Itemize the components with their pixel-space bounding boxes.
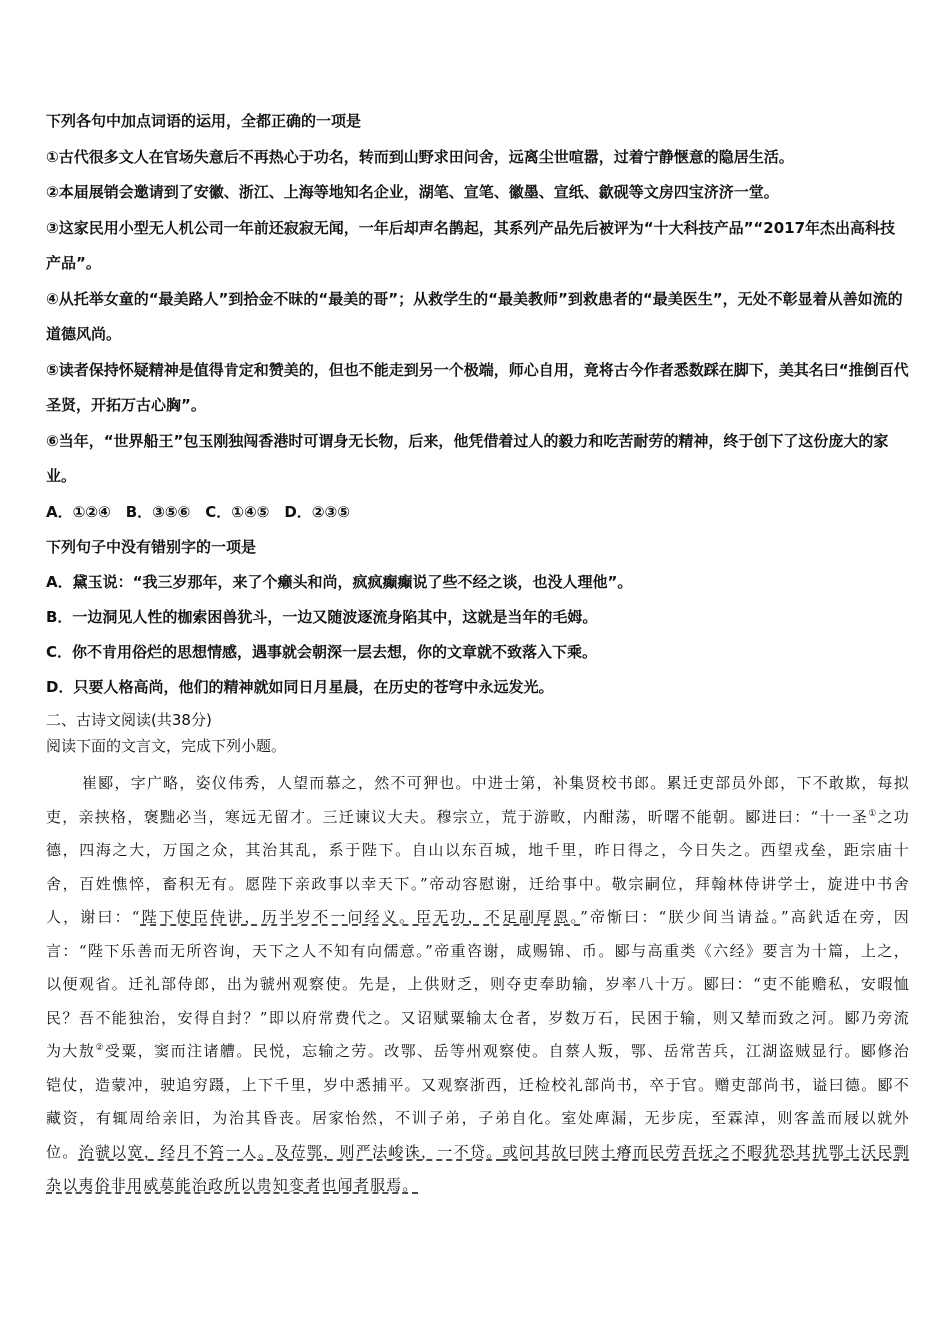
question-2-option-c: C．你不肯用俗烂的思想情感，遇事就会朝深一层去想，你的文章就不致落入下乘。 bbox=[46, 643, 598, 661]
section-title: 二、古诗文阅读(共38分) bbox=[46, 711, 212, 729]
question-2-option-a: A．黛玉说：“我三岁那年，来了个癞头和尚，疯疯癫癫说了些不经之谈，也没人理他”。 bbox=[46, 573, 633, 591]
question-1-prompt: 下列各句中加点词语的运用，全都正确的一项是 bbox=[46, 112, 362, 130]
question-1-options: A．①②④ B．③⑤⑥ C．①④⑤ D．②③⑤ bbox=[46, 502, 350, 521]
question-1-item: ④从托举女童的“最美路人”到拾金不昧的“最美的哥”；从救学生的“最美教师”到救患者的“最美医生”，无处不彰显着从善如流的道德风尚。 bbox=[46, 289, 903, 343]
passage-text: 之功德，四海之大，万国之众，其治其乱，系于陛下。自山以东百城，地千里，昨日得之，今日失之。西望戎垒，距宗庙十舍，百姓憔悴，畜积无有。愿陛下亲政事以幸天下。”帝动容慰谢，迁给事中。敬宗嗣位，拜翰林侍讲学士，旋进中书舍人，谢曰：“ bbox=[46, 807, 910, 926]
section-instruction: 阅读下面的文言文，完成下列小题。 bbox=[46, 737, 287, 755]
footnote-marker-2: ② bbox=[95, 1043, 105, 1053]
passage-text: 崔郾，字广略，姿仪伟秀，人望而慕之，然不可狎也。中进士第，补集贤校书郎。累迁吏部员外郎，下不敢欺，每拟吏，亲挟格，褒黜必当，寒远无留才。三迁谏议大夫。穆宗立，荒于游畋，内酣荡，昕曙不能朝。郾进曰：“十一圣 bbox=[46, 774, 910, 826]
underlined-sentence-3: 或问其故曰陕土瘠而民劳吾抚之不暇犹恐其扰鄂土沃民剽杂以夷俗非用威莫能治政所以贵知变者也闻者服焉。 bbox=[46, 1142, 910, 1194]
underlined-sentence-1: 陛下使臣侍讲，历半岁不一问经义。臣无功，不足副厚恩。 bbox=[140, 908, 581, 926]
question-1 bbox=[46, 104, 910, 530]
question-1-item: ⑤读者保持怀疑精神是值得肯定和赞美的，但也不能走到另一个极端，师心自用，竟将古今作者悉数踩在脚下，美其名曰“推倒百代圣贤，开拓万古心胸”。 bbox=[46, 360, 909, 414]
question-1-item: ①古代很多文人在官场失意后不再热心于功名，转而到山野求田问舍，远离尘世喧嚣，过着宁静惬意的隐居生活。 bbox=[46, 147, 794, 166]
question-1-item: ⑥当年，“世界船王”包玉刚独闯香港时可谓身无长物，后来，他凭借着过人的毅力和吃苦耐劳的精神，终于创下了这份庞大的家业。 bbox=[46, 431, 889, 485]
question-2-prompt: 下列句子中没有错别字的一项是 bbox=[46, 538, 257, 556]
passage-text: ”帝惭曰：“朕少间当请益。”高釴适在旁，因言：“陛下乐善而无所咨询，天下之人不知有向儒意。”帝重咨谢，咸赐锦、币。郾与高重类《六经》要言为十篇，上之，以便观省。迁礼部侍郎，出为虢州观察使。先是，上供财乏，则夺吏奉助输，岁率八十万。郾曰：“吏不能赡私，安暇恤民？吾不能独治，安得自封？”即以府常费代之。又诏赋粟输太仓者，岁数万石，民困于输，则又辇而致之河。郾乃旁流为大敖 bbox=[46, 908, 910, 1060]
classical-chinese-passage bbox=[46, 767, 910, 1203]
question-1-item: ②本届展销会邀请到了安徽、浙江、上海等地知名企业，湖笔、宣笔、徽墨、宣纸、歙砚等文房四宝济济一堂。 bbox=[46, 183, 779, 201]
footnote-marker-1: ① bbox=[868, 808, 878, 819]
passage-text: 受粟，窦而注诸艚。民悦，忘输之劳。改鄂、岳等州观察使。自蔡人叛，鄂、岳常苦兵，江湖盗贼显行。郾修治铠仗，造蒙冲，驶追穷蹑，上下千里，岁中悉捕平。又观察浙西，迁检校礼部尚书，卒于官。赠吏部尚书，谥曰德。郾不藏资，有辄周给亲旧，为治其昏丧。居家怡然，不训子弟，子弟自化。室处庳漏，无步庑，至霖淖，则客盖而屐以就外位。 bbox=[46, 1042, 910, 1161]
underlined-sentence-2: 治虢以宽，经月不笞一人。及莅鄂，则严法峻诛，一不贷。 bbox=[78, 1142, 503, 1161]
question-1-item: ③这家民用小型无人机公司一年前还寂寂无闻，一年后却声名鹊起，其系列产品先后被评为“十大科技产品”“2017年杰出高科技产品”。 bbox=[46, 218, 896, 272]
question-2-option-b: B．一边洞见人性的枷索困兽犹斗，一边又随波逐流身陷其中，这就是当年的毛姆。 bbox=[46, 608, 598, 626]
question-2 bbox=[46, 530, 910, 705]
question-2-option-d: D．只要人格高尚，他们的精神就如同日月星晨，在历史的苍穹中永远发光。 bbox=[46, 678, 554, 696]
